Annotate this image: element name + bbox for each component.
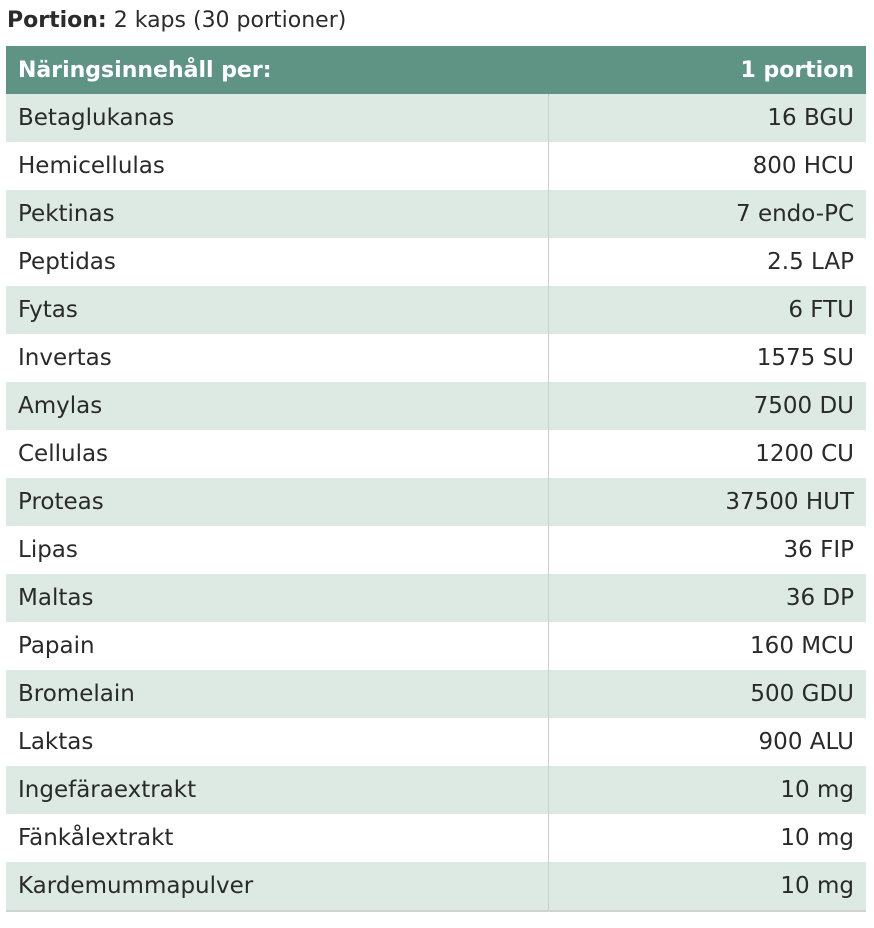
table-row bbox=[6, 286, 866, 334]
ingredient-amount: 1200 CU bbox=[548, 430, 866, 478]
table-row bbox=[6, 334, 866, 382]
ingredient-name: Fänkålextrakt bbox=[6, 814, 548, 862]
portion-label: Portion: bbox=[7, 8, 107, 33]
ingredient-name: Pektinas bbox=[6, 190, 548, 238]
ingredient-name: Laktas bbox=[6, 718, 548, 766]
table-row bbox=[6, 430, 866, 478]
table-row bbox=[6, 478, 866, 526]
ingredient-amount: 10 mg bbox=[548, 766, 866, 814]
table-row bbox=[6, 142, 866, 190]
ingredient-amount: 900 ALU bbox=[548, 718, 866, 766]
ingredient-name: Proteas bbox=[6, 478, 548, 526]
table-row bbox=[6, 670, 866, 718]
table-header-row bbox=[6, 46, 866, 94]
ingredient-name: Bromelain bbox=[6, 670, 548, 718]
ingredient-amount: 37500 HUT bbox=[548, 478, 866, 526]
ingredient-amount: 800 HCU bbox=[548, 142, 866, 190]
ingredient-amount: 500 GDU bbox=[548, 670, 866, 718]
ingredient-amount: 6 FTU bbox=[548, 286, 866, 334]
ingredient-amount: 36 FIP bbox=[548, 526, 866, 574]
ingredient-amount: 2.5 LAP bbox=[548, 238, 866, 286]
ingredient-amount: 10 mg bbox=[548, 814, 866, 862]
header-value: 1 portion bbox=[548, 46, 866, 94]
table-row bbox=[6, 814, 866, 862]
ingredient-name: Ingefäraextrakt bbox=[6, 766, 548, 814]
ingredient-name: Peptidas bbox=[6, 238, 548, 286]
table-row bbox=[6, 526, 866, 574]
table-row bbox=[6, 94, 866, 142]
ingredient-name: Fytas bbox=[6, 286, 548, 334]
nutrition-table bbox=[6, 46, 866, 912]
ingredient-amount: 16 BGU bbox=[548, 94, 866, 142]
ingredient-name: Hemicellulas bbox=[6, 142, 548, 190]
table-row bbox=[6, 766, 866, 814]
table-row bbox=[6, 862, 866, 911]
ingredient-name: Kardemummapulver bbox=[6, 862, 548, 911]
table-row bbox=[6, 238, 866, 286]
ingredient-name: Amylas bbox=[6, 382, 548, 430]
ingredient-name: Invertas bbox=[6, 334, 548, 382]
table-row bbox=[6, 574, 866, 622]
table-body bbox=[6, 94, 866, 911]
ingredient-amount: 7500 DU bbox=[548, 382, 866, 430]
ingredient-amount: 10 mg bbox=[548, 862, 866, 911]
ingredient-name: Maltas bbox=[6, 574, 548, 622]
ingredient-name: Betaglukanas bbox=[6, 94, 548, 142]
ingredient-amount: 36 DP bbox=[548, 574, 866, 622]
ingredient-amount: 7 endo-PC bbox=[548, 190, 866, 238]
table-row bbox=[6, 622, 866, 670]
table-row bbox=[6, 718, 866, 766]
table-row bbox=[6, 190, 866, 238]
header-name: Näringsinnehåll per: bbox=[6, 46, 548, 94]
ingredient-amount: 1575 SU bbox=[548, 334, 866, 382]
ingredient-name: Cellulas bbox=[6, 430, 548, 478]
ingredient-name: Lipas bbox=[6, 526, 548, 574]
portion-value: 2 kaps (30 portioner) bbox=[113, 8, 347, 33]
table-row bbox=[6, 382, 866, 430]
portion-info bbox=[7, 6, 346, 36]
ingredient-name: Papain bbox=[6, 622, 548, 670]
ingredient-amount: 160 MCU bbox=[548, 622, 866, 670]
